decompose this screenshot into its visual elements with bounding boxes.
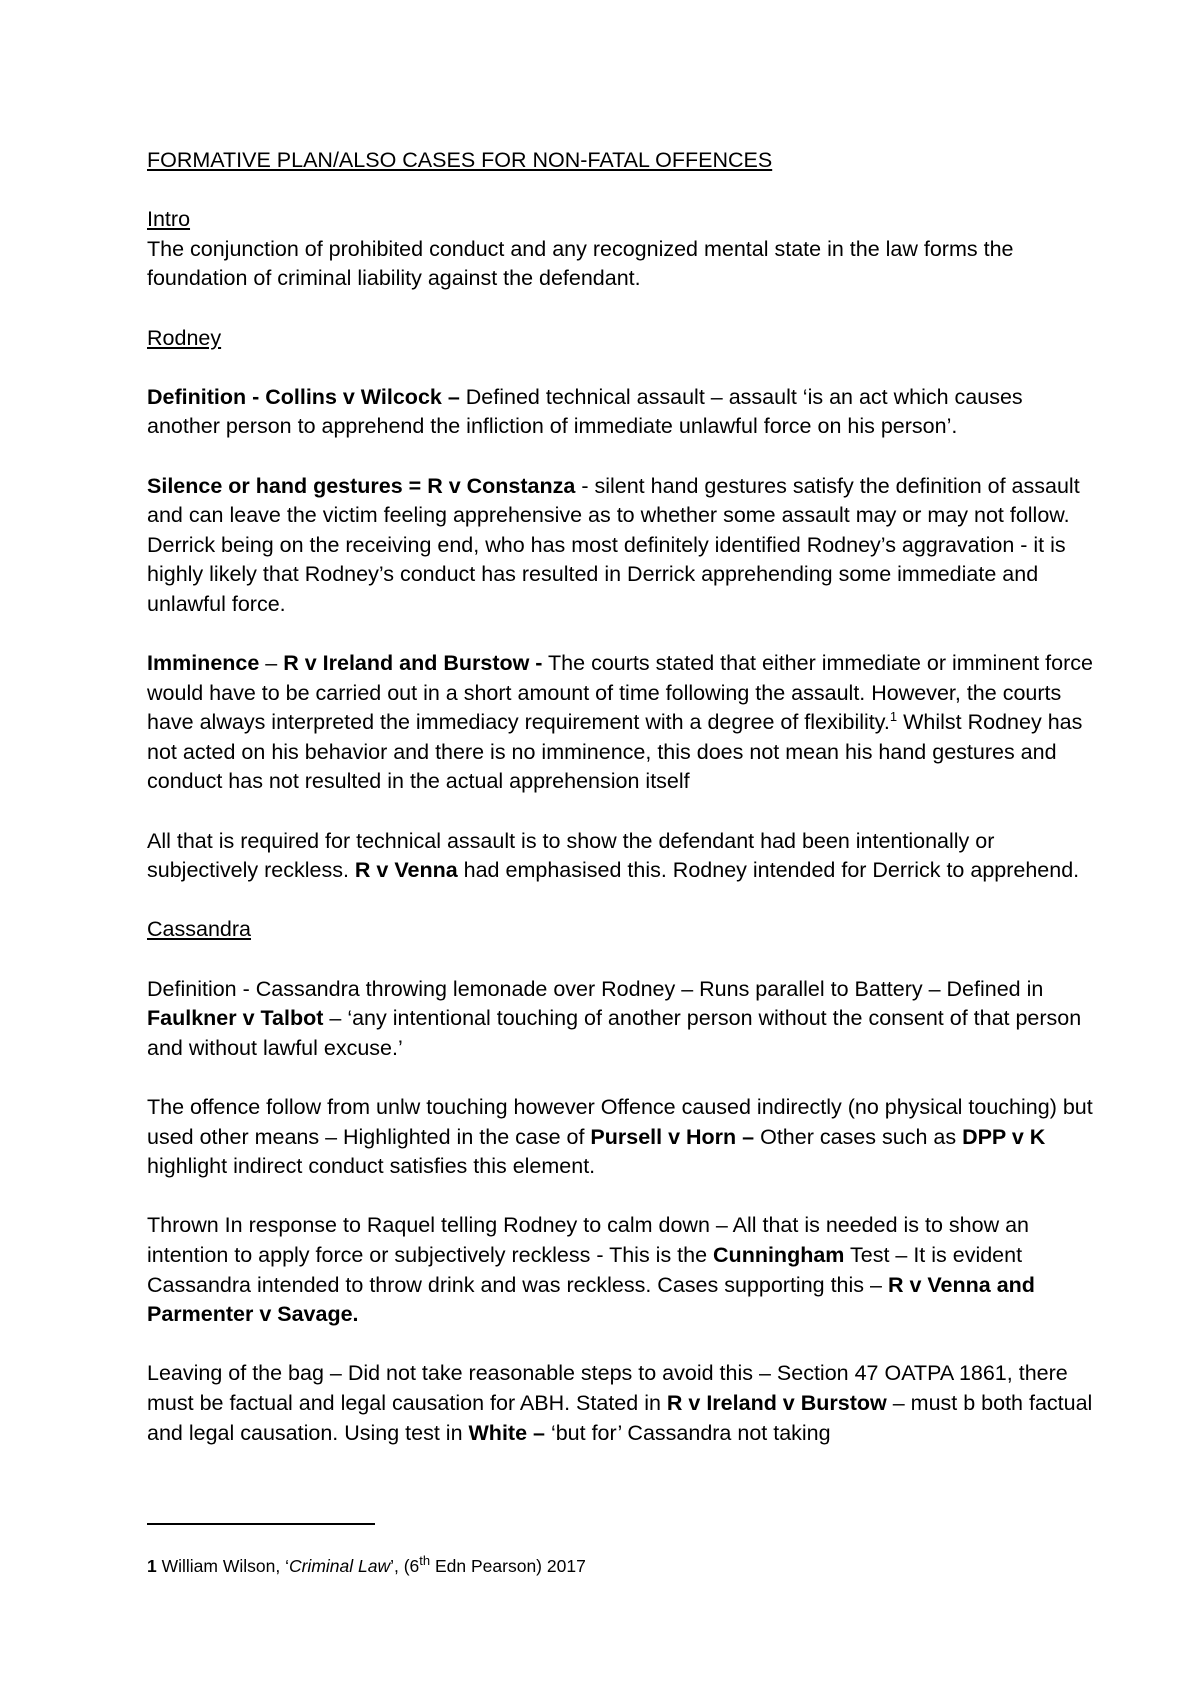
footnote-book-title: Criminal Law — [288, 1555, 391, 1576]
case-reference: R v Ireland v Burstow — [666, 1390, 887, 1415]
topic-label: Imminence — [147, 651, 260, 676]
case-reference: R v Venna and Parmenter v Savage. — [147, 1272, 1035, 1327]
case-reference: White – — [468, 1420, 545, 1445]
case-reference: R v Venna — [354, 858, 458, 883]
footnote-text: Edn Pearson) 2017 — [430, 1555, 586, 1576]
case-reference: Pursell v Horn – — [590, 1124, 755, 1149]
case-reference: Faulkner v Talbot — [147, 1006, 324, 1031]
intro-paragraph: The conjunction of prohibited conduct and any recognized mental state in the law forms the foundation of criminal liability against the defendant. — [147, 236, 1014, 291]
case-reference: DPP v K — [962, 1124, 1046, 1149]
paragraph-text: Other cases such as — [754, 1124, 963, 1149]
separator: – — [259, 651, 284, 676]
rodney-imminence-paragraph — [147, 649, 1097, 797]
cassandra-causation-paragraph — [147, 1359, 1097, 1448]
footnote-text: ’, (6 — [390, 1555, 420, 1576]
case-reference: Cunningham — [713, 1242, 845, 1267]
paragraph-text: highlight indirect conduct satisfies this element. — [147, 1154, 596, 1179]
document-body — [147, 146, 1097, 1448]
cassandra-intention-paragraph — [147, 1211, 1097, 1329]
paragraph-text: Definition - Cassandra throwing lemonade over Rodney – Runs parallel to Battery – Defined in — [147, 976, 1044, 1001]
footnote-reference: 1 — [889, 709, 898, 725]
paragraph-text: – must b both factual and legal causation. Using test in — [147, 1390, 1093, 1445]
footnote-separator — [147, 1523, 375, 1525]
footnote — [147, 1554, 586, 1578]
case-reference: Definition - Collins v Wilcock – — [147, 384, 460, 409]
paragraph-text: The offence follow from unlw touching however Offence caused indirectly (no physical touching) but used other means – Highlighted in the case of — [147, 1095, 1093, 1149]
rodney-heading: Rodney — [147, 325, 222, 350]
paragraph-text: Test – It is evident Cassandra intended to throw drink and was reckless. Cases supporting this – — [147, 1242, 1023, 1297]
paragraph-text: Defined technical assault – assault ‘is an act which causes another person to apprehend the infliction of immediate unlawful force on his person’. — [147, 384, 1023, 439]
case-reference: Silence or hand gestures = R v Constanza — [147, 473, 576, 498]
rodney-gestures-paragraph — [147, 472, 1097, 620]
paragraph-text: Thrown In response to Raquel telling Rodney to calm down – All that is needed is to show an intention to apply force or subjectively reckless - This is the — [147, 1213, 1030, 1267]
paragraph-text: had emphasised this. Rodney intended for Derrick to apprehend. — [457, 858, 1080, 883]
footnote-text: William Wilson, ‘ — [156, 1555, 289, 1576]
footnote-number: 1 — [147, 1555, 157, 1576]
paragraph-text: - silent hand gestures satisfy the definition of assault and can leave the victim feeling apprehensive as to whether some assault may or may not follow. Derrick being on the receiving end, who has most definitely identified Rodney’s aggravation - it is highly likely that Rodney’s conduct has resulted in Derrick apprehending some immediate and unlawful force. — [147, 473, 1080, 616]
footnote-superscript: th — [419, 1552, 431, 1568]
cassandra-heading: Cassandra — [147, 917, 251, 942]
intro-heading: Intro — [147, 207, 191, 232]
paragraph-text: – ‘any intentional touching of another person without the consent of that person and without lawful excuse.’ — [147, 1006, 1082, 1060]
case-reference: R v Ireland and Burstow - — [283, 651, 543, 676]
rodney-definition-paragraph — [147, 383, 1097, 442]
paragraph-text: All that is required for technical assault is to show the defendant had been intentionally or subjectively reckless. — [147, 828, 995, 883]
paragraph-text: Leaving of the bag – Did not take reasonable steps to avoid this – Section 47 OATPA 1861, there must be factual and legal causation for ABH. Stated in — [147, 1361, 1068, 1415]
cassandra-definition-paragraph — [147, 975, 1097, 1064]
cassandra-indirect-paragraph — [147, 1093, 1097, 1182]
paragraph-text: ‘but for’ Cassandra not taking — [544, 1420, 831, 1445]
document-title: FORMATIVE PLAN/ALSO CASES FOR NON-FATAL OFFENCES — [147, 148, 773, 172]
paragraph-text: Whilst Rodney has not acted on his behavior and there is no imminence, this does not mean his hand gestures and conduct has not resulted in the actual apprehension itself — [147, 710, 1083, 794]
paragraph-text: The courts stated that either immediate or imminent force would have to be carried out in a short amount of time following the assault. However, the courts have always interpreted the immediacy requirement with a degree of flexibility. — [147, 651, 1093, 735]
rodney-mens-rea-paragraph — [147, 827, 1097, 886]
